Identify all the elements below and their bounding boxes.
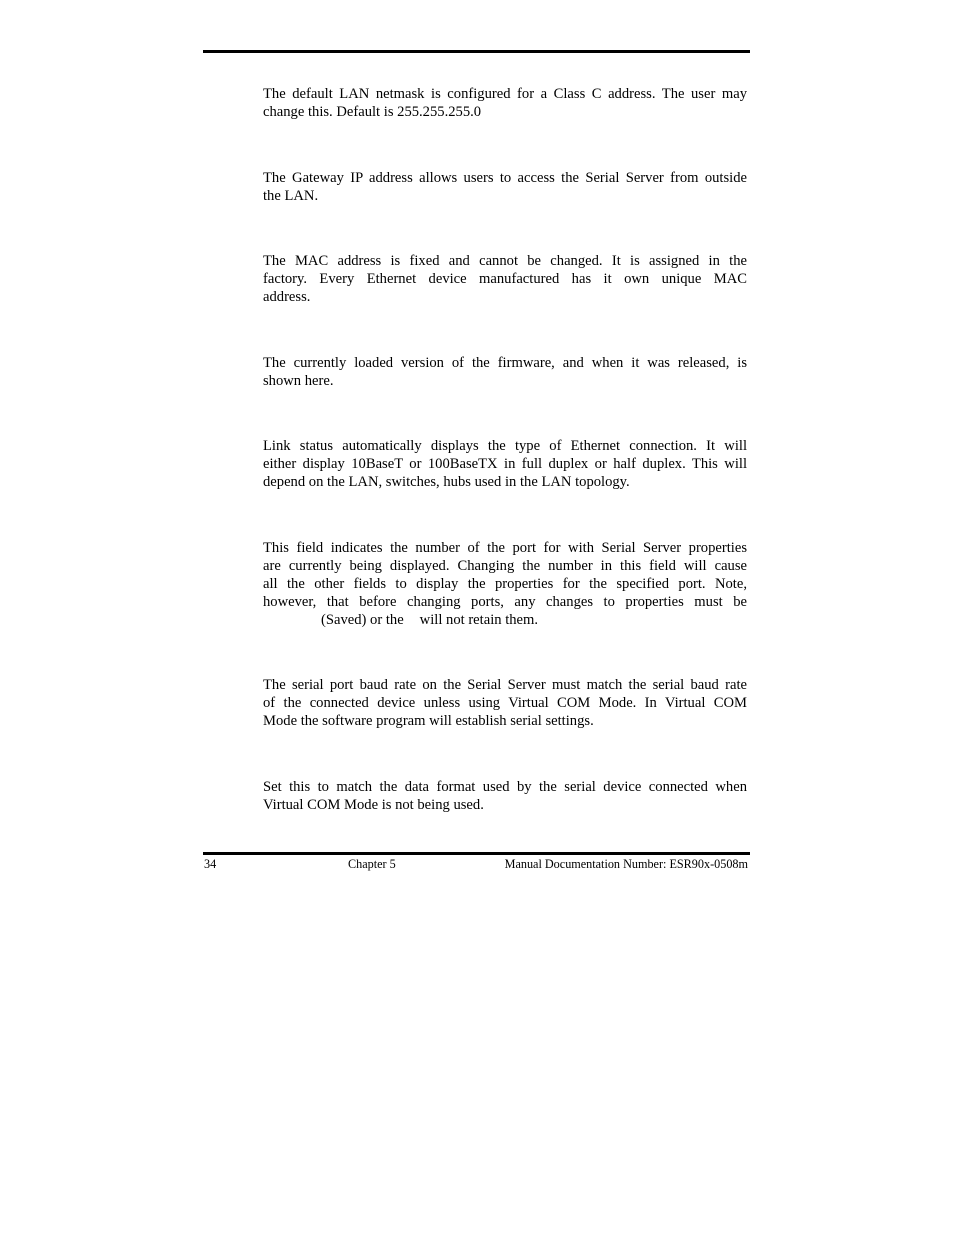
text-line: The currently loaded version of the firmware, and when it was released, is [263,355,747,371]
text-line: depend on the LAN, switches, hubs used in the LAN topology. [263,474,630,490]
text-line: address. [263,289,311,305]
text-line: however, that before changing ports, any changes to properties must be [263,594,747,610]
text-line: shown here. [263,373,334,389]
text-fragment: will not retain them. [419,612,539,628]
text-line: Virtual COM Mode is not being used. [263,797,484,813]
text-line: factory. Every Ethernet device manufactured has it own unique MAC [263,271,747,287]
gateway-paragraph [263,169,747,205]
text-line: Mode the software program will establish serial settings. [263,713,594,729]
text-fragment: (Saved) or the [321,612,404,628]
document-number: Manual Documentation Number: ESR90x-0508m [504,857,748,871]
text-line: This field indicates the number of the port for with Serial Server properties [263,540,747,556]
text-line: are currently being displayed. Changing the number in this field will cause [263,558,747,574]
chapter-label: Chapter 5 [348,857,396,871]
text-line: either display 10BaseT or 100BaseTX in full duplex or half duplex. This will [263,456,747,472]
mac-paragraph [263,252,747,306]
text-line: The serial port baud rate on the Serial Server must match the serial baud rate [263,677,747,693]
page-number: 34 [204,857,217,871]
text-line: the LAN. [263,188,319,204]
text-line: The MAC address is fixed and cannot be changed. It is assigned in the [263,253,747,269]
port-paragraph [263,539,747,629]
text-line: Set this to match the data format used by the serial device connected when [263,779,747,795]
text-line: change this. Default is 255.255.255.0 [263,104,482,120]
firmware-paragraph [263,354,747,390]
text-line: all the other fields to display the properties for the specified port. Note, [263,576,747,592]
text-line-with-gaps [263,611,747,629]
baud-rate-paragraph [263,676,747,730]
text-line: Link status automatically displays the type of Ethernet connection. It will [263,438,747,454]
text-line: of the connected device unless using Virtual COM Mode. In Virtual COM [263,695,747,711]
footer-rule [203,852,750,855]
header-rule [203,50,750,53]
link-status-paragraph [263,437,747,491]
netmask-paragraph [263,85,747,121]
text-line: The default LAN netmask is configured for a Class C address. The user may [263,86,747,102]
text-line: The Gateway IP address allows users to access the Serial Server from outside [263,170,747,186]
data-format-paragraph [263,778,747,814]
